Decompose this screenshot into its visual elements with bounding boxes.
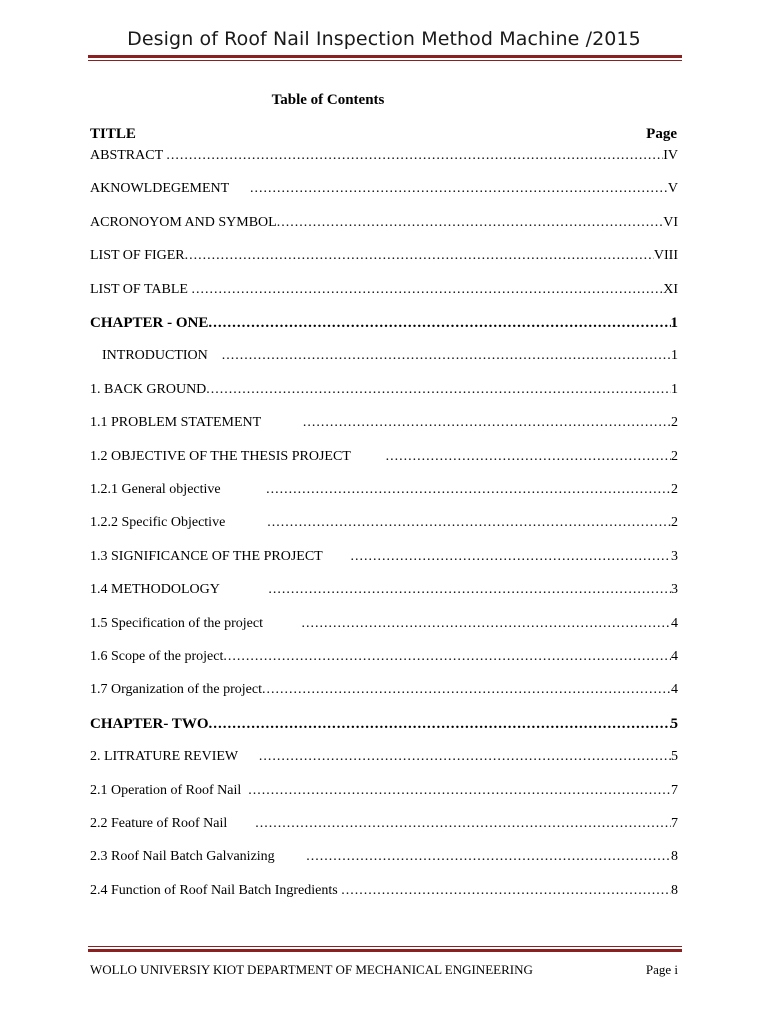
footer-rule-thin [88,946,682,947]
toc-entry-page: 1 [671,348,678,364]
toc-entry-leader [266,480,671,500]
toc-entry[interactable] [90,313,678,333]
toc-entry-page: IV [663,148,678,163]
toc-entry-title: 2.4 Function of Roof Nail Batch Ingredients [90,882,342,898]
toc-entry-title: CHAPTER - ONE [90,315,209,331]
toc-entry[interactable] [90,747,678,767]
toc-entry-page: XI [663,281,678,297]
toc-entry-title: 1. BACK GROUND [90,381,207,397]
page-header-title: Design of Roof Nail Inspection Method Machine /2015 [127,28,641,50]
toc-entry-page: 8 [671,849,678,865]
toc-entry-leader [267,513,671,533]
toc-entry[interactable] [90,714,678,734]
toc-entry-leader [262,680,671,700]
toc-entry-title: LIST OF FIGER [90,248,185,264]
toc-entry[interactable] [90,513,678,533]
toc-entry-leader [306,847,671,867]
toc-entry-title: 1.6 Scope of the project [90,649,224,664]
toc-entry[interactable] [90,413,678,433]
toc-entry-leader [386,447,671,467]
toc-heading: Table of Contents [271,92,385,108]
toc-entry-leader [302,614,672,634]
toc-entry-leader [191,280,663,300]
toc-entry-page: 3 [671,548,678,564]
toc-entry-title: 2.1 Operation of Roof Nail [90,782,249,798]
toc-entry-leader [208,313,670,333]
toc-entry-title: CHAPTER- TWO [90,715,209,732]
toc-entry[interactable] [90,814,678,834]
toc-entry-page: 3 [671,582,678,598]
toc-entry-page: VIII [653,248,678,264]
toc-entry-leader [206,380,671,400]
toc-entry-leader [259,747,671,767]
toc-entry[interactable] [90,179,678,199]
toc-entry-leader [208,714,670,734]
toc-entry[interactable] [90,847,678,867]
toc-entry[interactable] [90,647,678,667]
toc-entry-page: 4 [671,649,678,664]
toc-entry-page: 8 [671,882,678,898]
toc-entry-title: 1.2 OBJECTIVE OF THE THESIS PROJECT [90,448,386,464]
toc-entry[interactable] [90,280,678,300]
page-footer [90,962,678,978]
toc-entry-leader [277,213,664,233]
toc-entry[interactable] [90,547,678,567]
toc-entry-title: 1.7 Organization of the project [90,682,262,698]
toc-entry-leader [341,881,671,901]
toc-entry[interactable] [90,346,678,366]
footer-department: WOLLO UNIVERSIY KIOT DEPARTMENT OF MECHANICAL ENGINEERING [90,962,533,977]
toc-entry[interactable] [90,213,678,233]
toc-entry-page: 2 [671,482,678,497]
toc-entry-title: 1.2.1 General objective [90,482,267,497]
header-rule-thin [88,60,682,61]
toc-entry-title: 1.2.2 Specific Objective [90,515,268,531]
toc-entry[interactable] [90,881,678,901]
toc-entry-page: 7 [671,782,678,798]
header-rule-thick [88,55,682,58]
toc-entry[interactable] [90,680,678,700]
toc-entry-title: 2.2 Feature of Roof Nail [90,816,256,831]
toc-entry-title: ACRONOYOM AND SYMBOL [90,214,277,230]
toc-entry-leader [222,346,671,366]
toc-entry-page: 7 [671,816,678,831]
toc-entry-page: 4 [671,615,678,631]
toc-entry-leader [303,413,671,433]
toc-entry-leader [250,179,668,199]
toc-entry-title: AKNOWLDEGEMENT [90,181,250,197]
toc-entry-leader [268,580,671,600]
toc-entry-title: 2.3 Roof Nail Batch Galvanizing [90,849,307,865]
toc-entry-page: 2 [671,448,678,464]
toc-entry[interactable] [90,614,678,634]
toc-entry-title: 2. LITRATURE REVIEW [90,749,259,765]
toc-entry-leader [166,146,663,166]
toc-entry-page: 4 [671,682,678,698]
toc-entry[interactable] [90,580,678,600]
toc-entry-leader [248,781,671,801]
toc-entry[interactable] [90,447,678,467]
toc-entry-title: ABSTRACT [90,148,167,163]
toc-entry[interactable] [90,380,678,400]
toc-entry[interactable] [90,246,678,266]
toc-entry-title: LIST OF TABLE [90,281,192,297]
toc-entry[interactable] [90,781,678,801]
toc-entry-title: 1.4 METHODOLOGY [90,582,269,598]
toc-entry-page: 1 [671,381,678,397]
toc-entry[interactable] [90,480,678,500]
toc-entry-page: 2 [671,415,678,431]
toc-entry-page: VI [663,214,678,230]
toc-entry-page: V [667,181,678,197]
toc-entry-page: 5 [670,715,678,732]
toc-entry-leader [223,647,671,667]
toc-column-title: TITLE [90,126,136,142]
toc-entry-title: 1.5 Specification of the project [90,615,302,631]
footer-page-number: Page i [645,962,678,977]
toc-entry-leader [255,814,671,834]
toc-entry-title: INTRODUCTION [102,348,222,364]
toc-column-page: Page [646,126,677,142]
toc-entry-page: 5 [671,749,678,765]
toc-entry-title: 1.3 SIGNIFICANCE OF THE PROJECT [90,548,351,564]
toc-entry-page: 2 [671,515,678,531]
toc-entry-leader [350,547,671,567]
footer-rule-thick [88,949,682,952]
toc-entry[interactable] [90,146,678,166]
toc-entry-leader [185,246,654,266]
toc-entry-title: 1.1 PROBLEM STATEMENT [90,415,303,431]
toc-entry-page: 1 [670,315,678,331]
